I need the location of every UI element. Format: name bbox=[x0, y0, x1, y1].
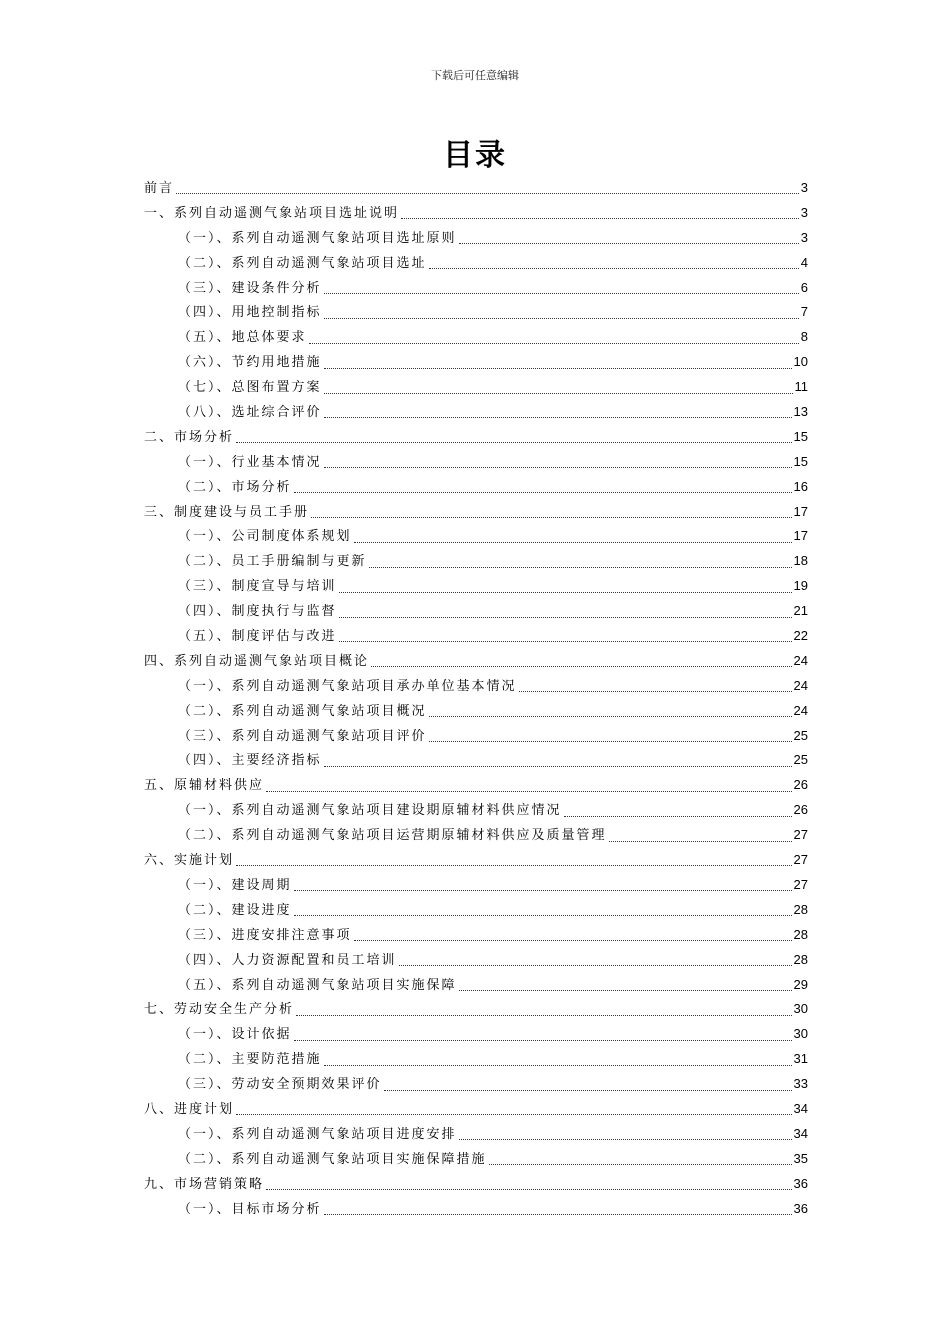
toc-entry-label: （二）、市场分析 bbox=[178, 479, 292, 495]
dot-leader bbox=[236, 864, 792, 866]
toc-entry-label: （三）、系列自动遥测气象站项目评价 bbox=[178, 728, 427, 744]
toc-entry-page-number: 8 bbox=[800, 329, 808, 345]
toc-entry[interactable] bbox=[144, 276, 808, 301]
dot-leader bbox=[294, 1039, 792, 1041]
dot-leader bbox=[324, 416, 792, 418]
toc-entry-label: （八）、选址综合评价 bbox=[178, 405, 322, 421]
toc-entry[interactable] bbox=[144, 201, 808, 226]
toc-entry-label: 五、原辅材料供应 bbox=[144, 778, 265, 794]
toc-entry[interactable] bbox=[144, 500, 808, 525]
toc-entry[interactable] bbox=[144, 773, 808, 798]
toc-entry[interactable] bbox=[144, 400, 808, 425]
toc-entry-label: （二）、系列自动遥测气象站项目运营期原辅材料供应及质量管理 bbox=[178, 828, 607, 844]
toc-entry[interactable] bbox=[144, 1172, 808, 1197]
toc-entry-page-number: 6 bbox=[800, 279, 808, 295]
toc-entry-page-number: 34 bbox=[793, 1125, 808, 1141]
toc-entry-label: （一）、公司制度体系规划 bbox=[178, 529, 352, 545]
toc-entry-page-number: 15 bbox=[793, 428, 808, 444]
dot-leader bbox=[324, 765, 792, 767]
toc-entry-label: （五）、制度评估与改进 bbox=[178, 629, 337, 645]
toc-entry-page-number: 36 bbox=[793, 1200, 808, 1216]
toc-entry-label: （一）、系列自动遥测气象站项目选址原则 bbox=[178, 230, 457, 246]
toc-entry-label: 一、系列自动遥测气象站项目选址说明 bbox=[144, 205, 400, 221]
toc-entry-label: （二）、主要防范措施 bbox=[178, 1052, 322, 1068]
toc-entry-page-number: 22 bbox=[793, 628, 808, 644]
toc-entry-page-number: 24 bbox=[793, 652, 808, 668]
dot-leader bbox=[354, 939, 792, 941]
toc-entry[interactable] bbox=[144, 823, 808, 848]
toc-entry[interactable] bbox=[144, 1022, 808, 1047]
toc-entry-page-number: 18 bbox=[793, 553, 808, 569]
toc-entry[interactable] bbox=[144, 325, 808, 350]
dot-leader bbox=[371, 665, 792, 667]
toc-entry-page-number: 27 bbox=[793, 852, 808, 868]
toc-entry-page-number: 35 bbox=[793, 1150, 808, 1166]
toc-entry-page-number: 27 bbox=[793, 827, 808, 843]
toc-entry-label: 二、市场分析 bbox=[144, 429, 235, 445]
dot-leader bbox=[324, 292, 799, 294]
dot-leader bbox=[294, 914, 792, 916]
toc-entry[interactable] bbox=[144, 699, 808, 724]
toc-entry[interactable] bbox=[144, 724, 808, 749]
toc-entry-page-number: 24 bbox=[793, 677, 808, 693]
toc-entry-label: （一）、建设周期 bbox=[178, 877, 292, 893]
toc-entry[interactable] bbox=[144, 251, 808, 276]
toc-entry-page-number: 28 bbox=[793, 901, 808, 917]
toc-entry-page-number: 3 bbox=[800, 204, 808, 220]
toc-entry-label: （六）、节约用地措施 bbox=[178, 355, 322, 371]
toc-entry-label: （一）、系列自动遥测气象站项目进度安排 bbox=[178, 1126, 457, 1142]
toc-entry-label: （二）、建设进度 bbox=[178, 902, 292, 918]
dot-leader bbox=[324, 1213, 792, 1215]
dot-leader bbox=[384, 1089, 792, 1091]
dot-leader bbox=[296, 1014, 792, 1016]
toc-entry[interactable] bbox=[144, 798, 808, 823]
toc-entry-page-number: 15 bbox=[793, 453, 808, 469]
toc-entry-label: （三）、制度宣导与培训 bbox=[178, 579, 337, 595]
dot-leader bbox=[489, 1163, 792, 1165]
toc-entry-label: （四）、主要经济指标 bbox=[178, 753, 322, 769]
dot-leader bbox=[519, 690, 792, 692]
dot-leader bbox=[294, 491, 792, 493]
toc-entry[interactable] bbox=[144, 624, 808, 649]
toc-entry-label: （三）、劳动安全预期效果评价 bbox=[178, 1077, 382, 1093]
toc-entry[interactable] bbox=[144, 524, 808, 549]
toc-entry-page-number: 10 bbox=[793, 354, 808, 370]
toc-entry-label: （一）、系列自动遥测气象站项目承办单位基本情况 bbox=[178, 678, 517, 694]
toc-entry-page-number: 28 bbox=[793, 951, 808, 967]
toc-entry-label: 三、制度建设与员工手册 bbox=[144, 504, 310, 520]
toc-entry-page-number: 26 bbox=[793, 802, 808, 818]
toc-entry[interactable] bbox=[144, 923, 808, 948]
toc-entry-page-number: 34 bbox=[793, 1100, 808, 1116]
toc-entry-label: 六、实施计划 bbox=[144, 853, 235, 869]
toc-entry-page-number: 28 bbox=[793, 926, 808, 942]
dot-leader bbox=[369, 566, 792, 568]
toc-entry-label: （五）、地总体要求 bbox=[178, 330, 307, 346]
dot-leader bbox=[564, 815, 792, 817]
toc-entry-page-number: 4 bbox=[800, 254, 808, 270]
toc-entry-page-number: 17 bbox=[793, 528, 808, 544]
toc-entry[interactable] bbox=[144, 848, 808, 873]
toc-entry-label: （一）、系列自动遥测气象站项目建设期原辅材料供应情况 bbox=[178, 803, 562, 819]
dot-leader bbox=[309, 342, 799, 344]
dot-leader bbox=[324, 1064, 792, 1066]
dot-leader bbox=[266, 790, 792, 792]
toc-entry[interactable] bbox=[144, 475, 808, 500]
toc-entry[interactable] bbox=[144, 748, 808, 773]
toc-entry[interactable] bbox=[144, 425, 808, 450]
toc-entry[interactable] bbox=[144, 973, 808, 998]
dot-leader bbox=[324, 392, 793, 394]
page-title: 目录 bbox=[443, 138, 507, 173]
toc-entry[interactable] bbox=[144, 1147, 808, 1172]
toc-entry-label: 四、系列自动遥测气象站项目概论 bbox=[144, 653, 370, 669]
toc-entry[interactable] bbox=[144, 574, 808, 599]
toc-entry-page-number: 21 bbox=[793, 603, 808, 619]
toc-entry-page-number: 24 bbox=[793, 702, 808, 718]
toc-entry[interactable] bbox=[144, 549, 808, 574]
toc-entry[interactable] bbox=[144, 375, 808, 400]
toc-entry-label: （一）、目标市场分析 bbox=[178, 1201, 322, 1217]
toc-entry[interactable] bbox=[144, 1047, 808, 1072]
dot-leader bbox=[459, 1138, 792, 1140]
toc-entry-label: （三）、建设条件分析 bbox=[178, 280, 322, 296]
toc-entry-page-number: 25 bbox=[793, 727, 808, 743]
dot-leader bbox=[236, 441, 792, 443]
toc-entry[interactable] bbox=[144, 450, 808, 475]
toc-entry[interactable] bbox=[144, 1122, 808, 1147]
dot-leader bbox=[401, 217, 799, 219]
toc-entry-label: （一）、设计依据 bbox=[178, 1027, 292, 1043]
toc-entry-page-number: 13 bbox=[793, 404, 808, 420]
dot-leader bbox=[339, 640, 792, 642]
dot-leader bbox=[354, 541, 792, 543]
dot-leader bbox=[429, 267, 799, 269]
toc-entry-page-number: 30 bbox=[793, 1026, 808, 1042]
dot-leader bbox=[324, 367, 792, 369]
toc-entry[interactable] bbox=[144, 1072, 808, 1097]
toc-entry-label: 七、劳动安全生产分析 bbox=[144, 1002, 295, 1018]
toc-entry[interactable] bbox=[144, 350, 808, 375]
dot-leader bbox=[236, 1113, 792, 1115]
toc-entry[interactable] bbox=[144, 674, 808, 699]
toc-entry-label: （二）、系列自动遥测气象站项目实施保障措施 bbox=[178, 1151, 487, 1167]
toc-entry-label: （四）、用地控制指标 bbox=[178, 305, 322, 321]
toc-entry[interactable] bbox=[144, 1197, 808, 1222]
toc-entry-page-number: 17 bbox=[793, 503, 808, 519]
dot-leader bbox=[266, 1188, 792, 1190]
toc-entry-label: （二）、系列自动遥测气象站项目选址 bbox=[178, 255, 427, 271]
toc-entry-page-number: 25 bbox=[793, 752, 808, 768]
toc-entry-page-number: 3 bbox=[800, 180, 808, 195]
toc-entry-page-number: 27 bbox=[793, 876, 808, 892]
toc-entry-page-number: 19 bbox=[793, 578, 808, 594]
dot-leader bbox=[459, 242, 799, 244]
dot-leader bbox=[609, 840, 792, 842]
dot-leader bbox=[339, 591, 792, 593]
toc-entry[interactable] bbox=[144, 176, 808, 201]
toc-entry-page-number: 30 bbox=[793, 1001, 808, 1017]
dot-leader bbox=[324, 317, 799, 319]
toc-entry-label: 八、进度计划 bbox=[144, 1101, 235, 1117]
dot-leader bbox=[294, 889, 792, 891]
toc-entry-label: （一）、行业基本情况 bbox=[178, 454, 322, 470]
toc-entry-page-number: 33 bbox=[793, 1076, 808, 1092]
toc-entry[interactable] bbox=[144, 599, 808, 624]
dot-leader bbox=[459, 989, 792, 991]
toc-entry-label: （二）、系列自动遥测气象站项目概况 bbox=[178, 703, 427, 719]
toc-entry-page-number: 7 bbox=[800, 304, 808, 320]
toc-entry-label: 前言 bbox=[144, 181, 175, 196]
toc-entry-label: （二）、员工手册编制与更新 bbox=[178, 554, 367, 570]
header-note: 下载后可任意编辑 bbox=[431, 69, 519, 82]
toc-entry-label: （五）、系列自动遥测气象站项目实施保障 bbox=[178, 977, 457, 993]
toc-entry[interactable] bbox=[144, 873, 808, 898]
toc-entry[interactable] bbox=[144, 948, 808, 973]
toc-entry-page-number: 36 bbox=[793, 1175, 808, 1191]
toc-entry-page-number: 3 bbox=[800, 229, 808, 245]
toc-entry[interactable] bbox=[144, 226, 808, 251]
toc-entry-page-number: 29 bbox=[793, 976, 808, 992]
toc-entry[interactable] bbox=[144, 300, 808, 325]
toc-entry[interactable] bbox=[144, 649, 808, 674]
toc-entry-label: 九、市场营销策略 bbox=[144, 1176, 265, 1192]
dot-leader bbox=[176, 192, 799, 194]
toc-entry-page-number: 26 bbox=[793, 777, 808, 793]
dot-leader bbox=[311, 516, 792, 518]
dot-leader bbox=[399, 964, 792, 966]
toc-entry[interactable] bbox=[144, 1097, 808, 1122]
dot-leader bbox=[324, 466, 792, 468]
toc-entry[interactable] bbox=[144, 898, 808, 923]
toc-entry-label: （七）、总图布置方案 bbox=[178, 380, 322, 396]
toc-entry[interactable] bbox=[144, 997, 808, 1022]
table-of-contents bbox=[144, 176, 808, 1221]
toc-entry-label: （四）、制度执行与监督 bbox=[178, 604, 337, 620]
dot-leader bbox=[429, 715, 792, 717]
dot-leader bbox=[429, 740, 792, 742]
toc-entry-page-number: 31 bbox=[793, 1051, 808, 1067]
toc-entry-label: （四）、人力资源配置和员工培训 bbox=[178, 952, 397, 968]
toc-entry-label: （三）、进度安排注意事项 bbox=[178, 927, 352, 943]
toc-entry-page-number: 16 bbox=[793, 478, 808, 494]
toc-entry-page-number: 11 bbox=[794, 379, 808, 395]
dot-leader bbox=[339, 616, 792, 618]
